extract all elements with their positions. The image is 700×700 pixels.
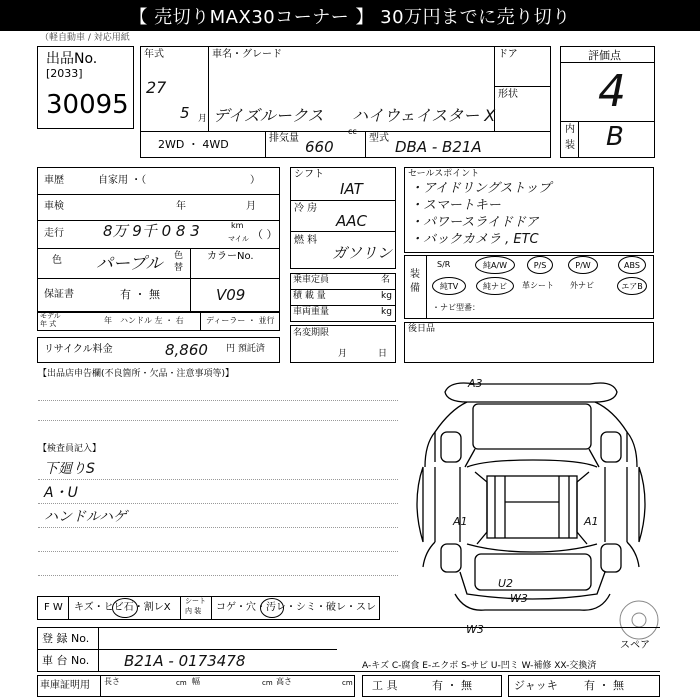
equip-abs-circle xyxy=(618,256,646,274)
name-label: 車名・グレード xyxy=(212,49,282,60)
mileage-value: 8万 9千 0 8 3 xyxy=(103,222,200,240)
equip-label-2: 備 xyxy=(410,283,420,294)
year-label: 年式 xyxy=(144,49,164,60)
spare-label: スペア xyxy=(620,640,650,651)
recycle-value: 8,860 xyxy=(165,341,208,359)
shift-label: シフト xyxy=(294,169,324,180)
name-change-day: 日 xyxy=(378,349,388,359)
header-banner: 【 売切りMAX30コーナー 】 30万円までに売り切り xyxy=(0,0,700,31)
inspector-line-3: ハンドルハゲ xyxy=(44,509,128,525)
drive-type: 2WD ・ 4WD xyxy=(158,138,229,151)
color-change-2: 替 xyxy=(174,263,184,273)
reg-label: 登 録 No. xyxy=(42,632,90,645)
cert-length: 長さ xyxy=(104,677,120,686)
disp-value: 660 xyxy=(305,138,334,156)
recycle-unit: 円 預託済 xyxy=(226,344,265,354)
month-unit: 月 xyxy=(198,114,208,124)
model-year-l2: 年 式 xyxy=(40,320,57,328)
name-change-month: 月 xyxy=(338,349,348,359)
interior-score: B xyxy=(606,122,624,152)
mileage-label: 走行 xyxy=(44,228,64,239)
lot-number: 30095 xyxy=(46,90,129,120)
mileage-km: km xyxy=(231,221,244,230)
model-year-unit: 年 xyxy=(104,316,112,325)
damage-mark-u2: U2 xyxy=(498,577,514,590)
model-label: 型式 xyxy=(369,133,389,144)
cool-value: AAC xyxy=(336,212,367,230)
interior-label-2: 装 xyxy=(565,140,575,151)
inspector-line-2: A・U xyxy=(44,485,78,501)
fuel-label: 燃 料 xyxy=(294,235,318,246)
color-label: 色 xyxy=(52,255,62,266)
interior-label-1: 内 xyxy=(565,124,575,135)
damage-legend: A-キズ C-腐食 E-エクボ S-サビ U-凹ミ W-補修 XX-交換済 xyxy=(362,661,597,671)
tools-label: 工 具 xyxy=(372,679,398,692)
year-value: 27 xyxy=(146,78,167,97)
score-value: 4 xyxy=(598,66,626,117)
fw-interior-text: コゲ・穴・汚レ・シミ・破レ・スレ xyxy=(216,602,376,613)
later-box xyxy=(404,322,654,363)
shift-value: IAT xyxy=(340,180,363,198)
damage-mark-w3: W3 xyxy=(510,592,528,605)
equip-ps: P/S xyxy=(533,260,547,270)
history-label: 車歴 xyxy=(44,175,64,186)
mileage-paren: （ ） xyxy=(252,228,278,241)
equip-label-1: 装 xyxy=(410,269,420,280)
equip-ps-circle xyxy=(527,256,553,274)
equip-pw-circle xyxy=(568,256,598,274)
equip-pw: P/W xyxy=(575,260,591,270)
dealer: ディーラー ・ 並行 xyxy=(206,316,275,325)
history-close: ） xyxy=(250,175,260,186)
equip-abs: ABS xyxy=(624,260,640,270)
sales-label: セールスポイント xyxy=(408,169,480,179)
weight-unit: kg xyxy=(381,307,392,317)
later-label: 後日品 xyxy=(408,324,436,334)
damage-mark-w3-lower: W3 xyxy=(466,623,484,636)
lot-label: 出品No. xyxy=(46,51,98,67)
cert-height-unit: cm xyxy=(342,679,353,687)
fw-label: F W xyxy=(44,602,63,613)
history-value: 自家用 ・（ xyxy=(98,175,147,186)
color-change-1: 色 xyxy=(174,251,184,261)
equip-airbag: エアB xyxy=(621,281,643,291)
fw-chip-circle xyxy=(112,598,138,618)
score-label: 評価点 xyxy=(588,49,621,62)
cool-label: 冷 房 xyxy=(294,203,318,214)
damage-mark-a1-left: A1 xyxy=(453,515,468,528)
color-value: パープル xyxy=(96,254,163,274)
equip-navi-circle xyxy=(476,277,514,295)
warranty-label: 保証書 xyxy=(44,289,74,300)
mileage-mile: マイル xyxy=(228,235,249,243)
jack-label: ジャッキ xyxy=(514,679,558,692)
name-change-label: 名変期限 xyxy=(293,328,330,338)
equip-navi-model: ・ナビ型番： xyxy=(432,303,480,312)
sales-line-2: ・スマートキー xyxy=(410,198,501,213)
handle: ハンドル 左 ・ 右 xyxy=(120,316,184,325)
inspector-label: 【検査員記入】 xyxy=(38,444,102,454)
equip-alloy: 純A/W xyxy=(482,260,508,270)
equip-alloy-circle xyxy=(475,256,515,274)
damage-mark-a1-right: A1 xyxy=(584,515,599,528)
inspector-line-1: 下廻りS xyxy=(44,461,95,477)
equip-sr: S/R xyxy=(437,260,451,269)
cert-width: 幅 xyxy=(192,677,200,686)
cert-height: 高さ xyxy=(276,677,292,686)
weight-label: 車両重量 xyxy=(293,307,330,317)
inspect-year: 年 xyxy=(176,201,186,212)
recycle-label: リサイクル料金 xyxy=(44,344,113,355)
warranty-value: 有 ・ 無 xyxy=(120,288,160,301)
fw-seat-1: シート xyxy=(185,597,206,605)
capacity-unit: 名 xyxy=(381,275,391,285)
car-grade: ハイウェイスター X xyxy=(352,106,496,125)
sales-line-1: ・アイドリングストップ xyxy=(410,181,552,196)
inspect-month: 月 xyxy=(246,201,256,212)
fuel-value: ガソリン xyxy=(332,244,393,262)
capacity-label: 乗車定員 xyxy=(293,275,330,285)
car-name: デイズルークス xyxy=(213,106,324,125)
jack-value: 有 ・ 無 xyxy=(584,679,624,692)
cc-unit: cc xyxy=(348,127,357,136)
cert-width-unit: cm xyxy=(262,679,273,687)
damage-mark-a3: A3 xyxy=(468,377,483,390)
color-no-label: カラーNo. xyxy=(207,251,254,262)
chassis-label: 車 台 No. xyxy=(42,654,90,667)
sales-line-4: ・バックカメラ , ETC xyxy=(410,232,539,247)
load-unit: kg xyxy=(381,291,392,301)
inspect-label: 車検 xyxy=(44,201,64,212)
shape-label: 形状 xyxy=(498,89,518,100)
fw-seat-2: 内 装 xyxy=(185,607,202,615)
cert-label: 車庫証明用 xyxy=(40,680,90,691)
sales-line-3: ・パワースライドドア xyxy=(410,215,539,230)
dealer-notes-label: 【出品店申告欄(不良箇所・欠品・注意事項等)】 xyxy=(38,369,235,379)
top-note: （軽自動車 / 対応用紙 xyxy=(40,33,130,43)
color-no-value: V09 xyxy=(216,286,246,304)
equip-tv-circle xyxy=(432,277,466,295)
cert-length-unit: cm xyxy=(176,679,187,687)
load-label: 積 載 量 xyxy=(293,291,326,301)
equip-ext-navi: 外ナビ xyxy=(570,281,594,290)
fw-damage-text: キズ・ヒビ石・割レX xyxy=(74,602,171,613)
equip-navi: 純ナビ xyxy=(483,281,507,291)
fw-stain-circle xyxy=(260,598,284,618)
car-damage-diagram xyxy=(405,372,665,642)
month-value: 5 xyxy=(180,104,190,122)
disp-label: 排気量 xyxy=(269,133,299,144)
model-year-l1: モデル xyxy=(40,312,61,320)
tools-value: 有 ・ 無 xyxy=(432,679,472,692)
equip-leather: 革シート xyxy=(522,281,554,290)
equip-airbag-circle xyxy=(617,277,647,295)
model-value: DBA - B21A xyxy=(395,138,482,156)
door-label: ドア xyxy=(498,49,518,60)
chassis-value: B21A - 0173478 xyxy=(124,652,246,670)
lot-sub: [2033] xyxy=(46,67,83,80)
equip-tv: 純TV xyxy=(439,281,459,291)
